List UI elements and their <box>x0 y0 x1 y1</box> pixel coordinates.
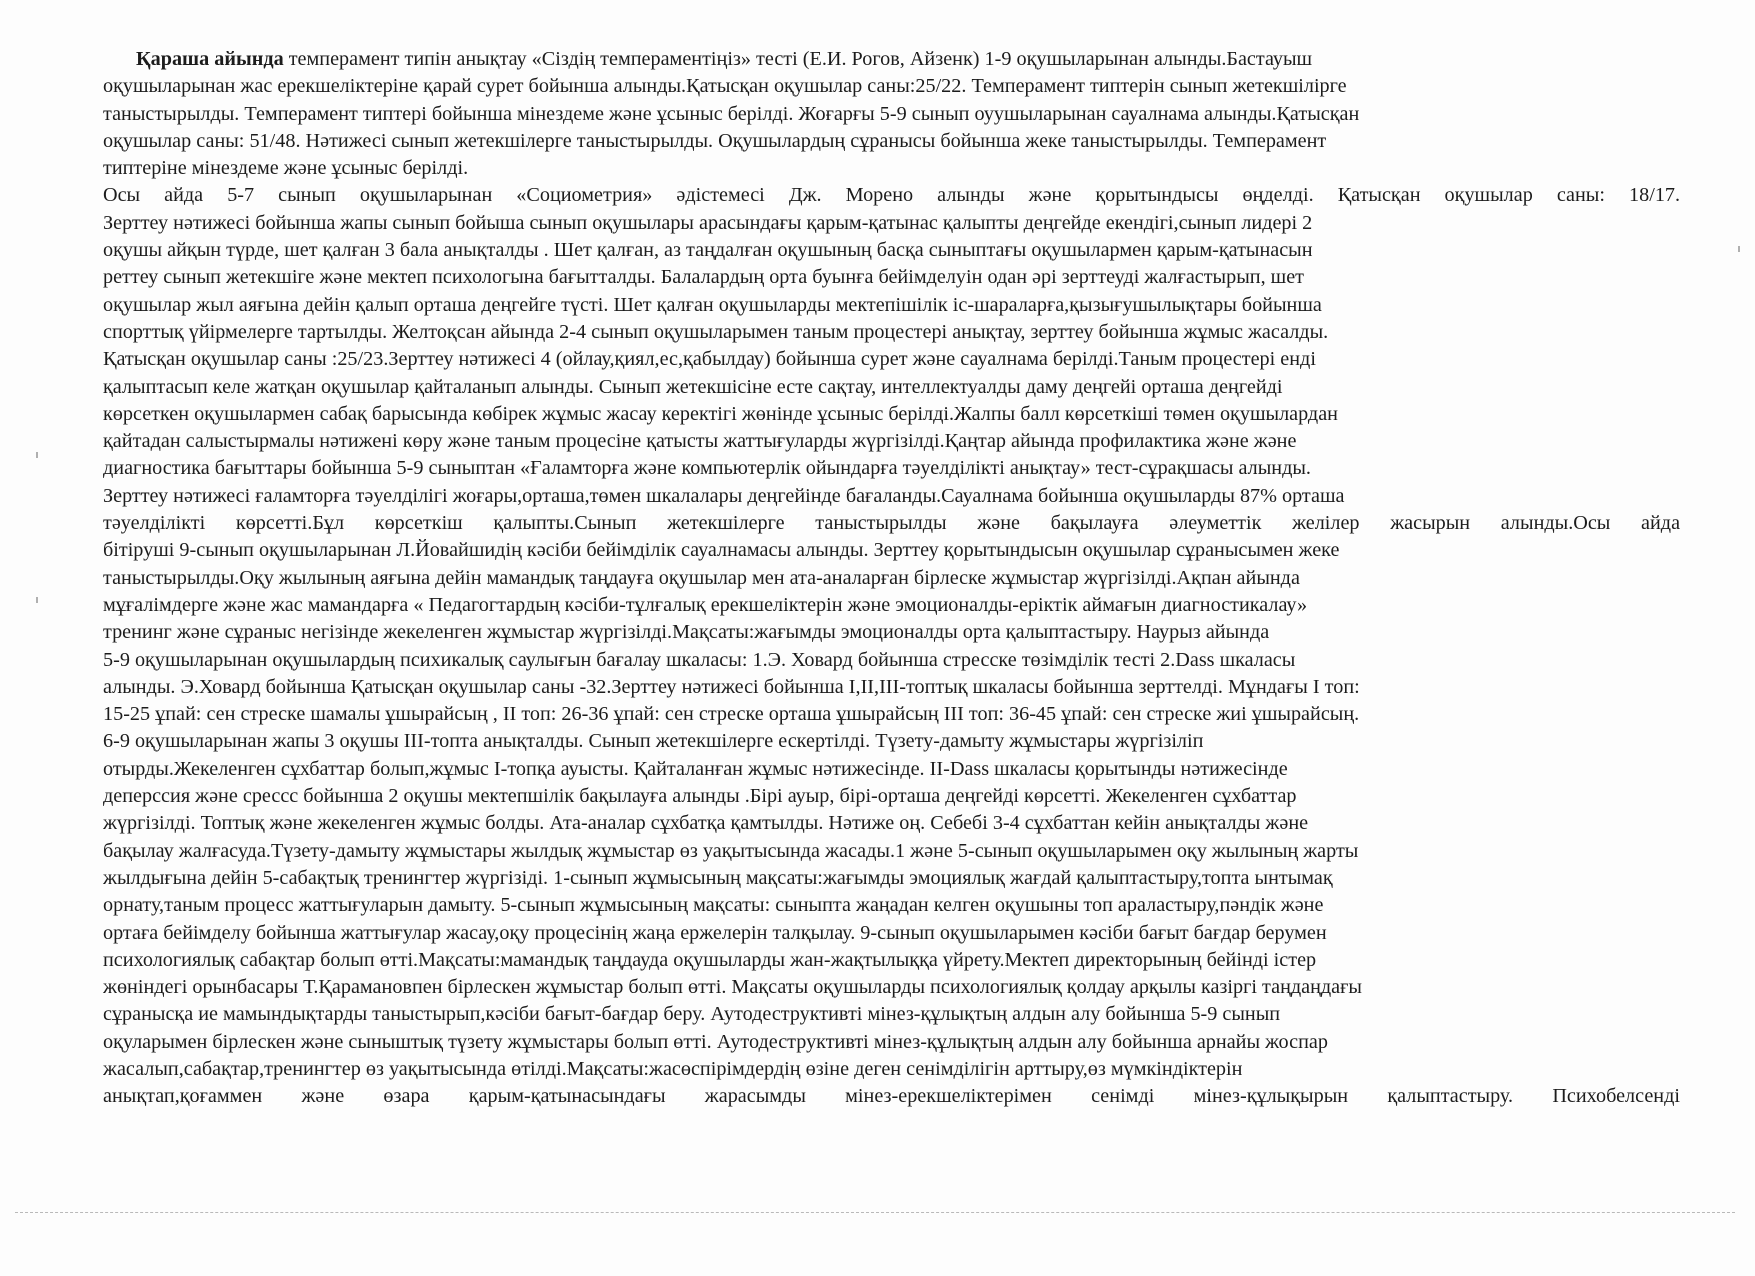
lead-phrase: Қараша айында <box>136 48 284 70</box>
scan-speck <box>36 452 38 458</box>
document-body <box>103 46 1680 1111</box>
text-line: Осы айда 5-7 сынып оқушыларынан «Социометрия» әдістемесі Дж. Морено алынды және қорытындысы өңделді. Қатысқан оқушылар саны: 18/17. <box>103 184 1680 207</box>
text-line: таныстырылды. Темперамент типтері бойынша мінездеме және ұсыныс берілді. Жоғарғы 5-9 сынып оуушыларынан сауалнама алынды.Қатысқан <box>103 102 1360 125</box>
text-line: бақылау жалғасуда.Түзету-дамыту жұмыстары жылдық жұмыстар өз уақытысында жасады.1 және 5-сынып оқушыларымен оқу жылының жарты <box>103 839 1359 862</box>
text-line: оқушылар жыл аяғына дейін қалып орташа деңгейге түсті. Шет қалған оқушыларды мектепішілік іс-шараларға,қызығушылықтары бойынша <box>103 293 1322 316</box>
text-line: психологиялық сабақтар болып өтті.Мақсаты:мамандық таңдауда оқушыларды жан-жақтылыққа үйрету.Мектеп директорының бейінді істер <box>103 948 1317 971</box>
text-line: орнату,таным процесс жаттығуларын дамыту. 5-сынып жұмысының мақсаты: сыныпта жаңадан келген оқушыны топ араластыру,пәндік және <box>103 894 1324 917</box>
text-line: жылдығына дейін 5-сабақтық тренингтер жүргізіді. 1-сынып жұмысының мақсаты:жағымды эмоциялық жағдай қалыптастыру,топта ынтымақ <box>103 866 1333 889</box>
text-line: тәуелділікті көрсетті.Бұл көрсеткіш қалыпты.Сынып жетекшілерге таныстырылды және бақылауға әлеуметтік желілер жасырын алынды.Осы айда <box>103 512 1680 535</box>
text-line: анықтап,қоғаммен және өзара қарым-қатынасындағы жарасымды мінез-ерекшеліктерімен сенімді мінез-құлықырын қалыптастыру. Психобелсенді <box>103 1085 1680 1108</box>
text-line: 5-9 оқушыларынан оқушылардың психикалық саулығын бағалау шкаласы: 1.Э. Ховард бойынша стресске төзімділік тесті 2.Dass шкаласы <box>103 648 1296 671</box>
text-line: ортаға бейімделу бойынша жаттығулар жасау,оқу процесінің жаңа ержелерін талқылау. 9-сынып оқушыларымен кәсіби бағыт бағдар берумен <box>103 921 1327 944</box>
text-line: қайтадан салыстырмалы нәтижені көру және таным процесіне қатысты жаттығуларды жүргізілді.Қаңтар айында профилактика және және <box>103 430 1297 453</box>
text-line: 6-9 оқушыларынан жапы 3 оқушы ІІІ-топта анықталды. Сынып жетекшілерге ескертілді. Түзету-дамыту жұмыстары жүргізіліп <box>103 730 1204 753</box>
scan-edge-line <box>15 1212 1735 1213</box>
paragraph-first-line <box>103 46 1680 73</box>
text-line: жөніндегі орынбасары Т.Қарамановпен бірлескен жұмыстар болып өтті. Мақсаты оқушыларды психологиялық қолдау арқылы казіргі таңдаңдағы <box>103 976 1362 999</box>
text-line: таныстырылды.Оқу жылының аяғына дейін мамандық таңдауға оқушылар мен ата-аналарған бірлеске жұмыстар жүргізілді.Ақпан айында <box>103 566 1300 589</box>
text-line: оқуларымен бірлескен және сыныштық түзету жұмыстары болып өтті. Аутодеструктивті мінез-құлықтың алдын алу бойынша арнайы жоспар <box>103 1030 1328 1053</box>
text-line: спорттық үйірмелерге тартылды. Желтоқсан айында 2-4 сынып оқушыларымен таным процестері анықтау, зерттеу бойынша жұмыс жасалды. <box>103 320 1329 343</box>
text-line: оқушы айқын түрде, шет қалған 3 бала анықталды . Шет қалған, аз таңдалған оқушының басқа сыныптағы оқушылармен қарым-қатынасын <box>103 239 1313 262</box>
text-line: реттеу сынып жетекшіге және мектеп психологына бағытталды. Балалардың орта буынға бейімделуін одан әрі зерттеуді жалғастырып, шет <box>103 266 1305 289</box>
text-line: оқушыларынан жас ерекшеліктеріне қарай сурет бойынша алынды.Қатысқан оқушылар саны:25/22. Темперамент типтерін сынып жетекшілірге <box>103 75 1347 98</box>
text-line: диагностика бағыттары бойынша 5-9 сыныптан «Ғаламторға және компьютерлік ойындарға тәуелділікті анықтау» тест-сұрақшасы алынды. <box>103 457 1311 480</box>
text-line: Зерттеу нәтижесі бойынша жапы сынып бойыша сынып оқушылары арасындағы қарым-қатынас қалыпты деңгейде екендігі,сынып лидері 2 <box>103 211 1313 234</box>
scan-speck <box>36 597 38 603</box>
text-line: мұғалімдерге және жас мамандарға « Педагогтардың кәсіби-тұлғалық ерекшеліктерін және эмоционалды-еріктік аймағын диагностикалау» <box>103 593 1308 616</box>
text-line: тренинг және сұраныс негізінде жекеленген жұмыстар жүргізілді.Мақсаты:жағымды эмоционалды орта қалыптастыру. Наурыз айында <box>103 621 1270 644</box>
text-line: жүргізілді. Топтық және жекеленген жұмыс болды. Ата-аналар сұхбатқа қамтылды. Нәтиже оң. Себебі 3-4 сұхбаттан кейін анықталды және <box>103 812 1309 835</box>
text-line: типтеріне мінездеме және ұсыныс берілді. <box>103 157 469 180</box>
text-line: қалыптасып келе жатқан оқушылар қайталанып алынды. Сынып жетекшісіне есте сақтау, интеллектуалды даму деңгейі орташа деңгейді <box>103 375 1283 398</box>
text-line: жасалып,сабақтар,тренингтер өз уақытысында өтілді.Мақсаты:жасөспірімдердің өзіне деген сенімділігін арттыру,өз мүмкіндіктерін <box>103 1057 1243 1080</box>
first-line-text: темперамент типін анықтау «Сіздің темпераментіңіз» тесті (Е.И. Рогов, Айзенк) 1-9 оқушыларынан алынды.Бастауыш <box>283 48 1313 70</box>
text-line: деперссия және срессс бойынша 2 оқушы мектепшілік бақылауға алынды .Бірі ауыр, бірі-орташа деңгейді көрсетті. Жекеленген сұхбаттар <box>103 785 1297 808</box>
text-line: 15-25 ұпай: сен стреске шамалы ұшырайсың , ІІ топ: 26-36 ұпай: сен стреске орташа ұшырайсың ІІІ топ: 36-45 ұпай: сен стреске жиі ұшырайсың. <box>103 703 1360 726</box>
scan-speck <box>1738 246 1740 252</box>
text-line: алынды. Э.Ховард бойынша Қатысқан оқушылар саны -32.Зерттеу нәтижесі бойынша І,ІІ,ІІІ-топтық шкаласы бойынша зерттелді. Мұндағы І топ: <box>103 675 1360 698</box>
text-line: сұранысқа ие мамындықтарды таныстырып,кәсіби бағыт-бағдар беру. Аутодеструктивті мінез-құлықтың алдын алу бойынша 5-9 сынып <box>103 1003 1281 1026</box>
text-line: көрсеткен оқушылармен сабақ барысында көбірек жұмыс жасау керектігі жөнінде ұсыныс берілді.Жалпы балл көрсеткіші төмен оқушылардан <box>103 402 1338 425</box>
text-line: Зерттеу нәтижесі ғаламторға тәуелділігі жоғары,орташа,төмен шкалалары деңгейінде бағаланды.Сауалнама бойынша оқушыларды 87% орташа <box>103 484 1345 507</box>
text-line: оқушылар саны: 51/48. Нәтижесі сынып жетекшілерге таныстырылды. Оқушылардың сұранысы бойынша жеке таныстырылды. Темперамент <box>103 129 1327 152</box>
text-line: Қатысқан оқушылар саны :25/23.Зерттеу нәтижесі 4 (ойлау,қиял,ес,қабылдау) бойынша сурет және сауалнама берілді.Таным процестері енді <box>103 348 1316 371</box>
text-line: бітіруші 9-сынып оқушыларынан Л.Йовайшидің кәсіби бейімділік сауалнамасы алынды. Зерттеу қорытындысын оқушылар сұранысымен жеке <box>103 539 1340 562</box>
text-line: отырды.Жекеленген сұхбаттар болып,жұмыс І-топқа ауысты. Қайталанған жұмыс нәтижесінде. ІІ-Dass шкаласы қорытынды нәтижесінде <box>103 757 1288 780</box>
